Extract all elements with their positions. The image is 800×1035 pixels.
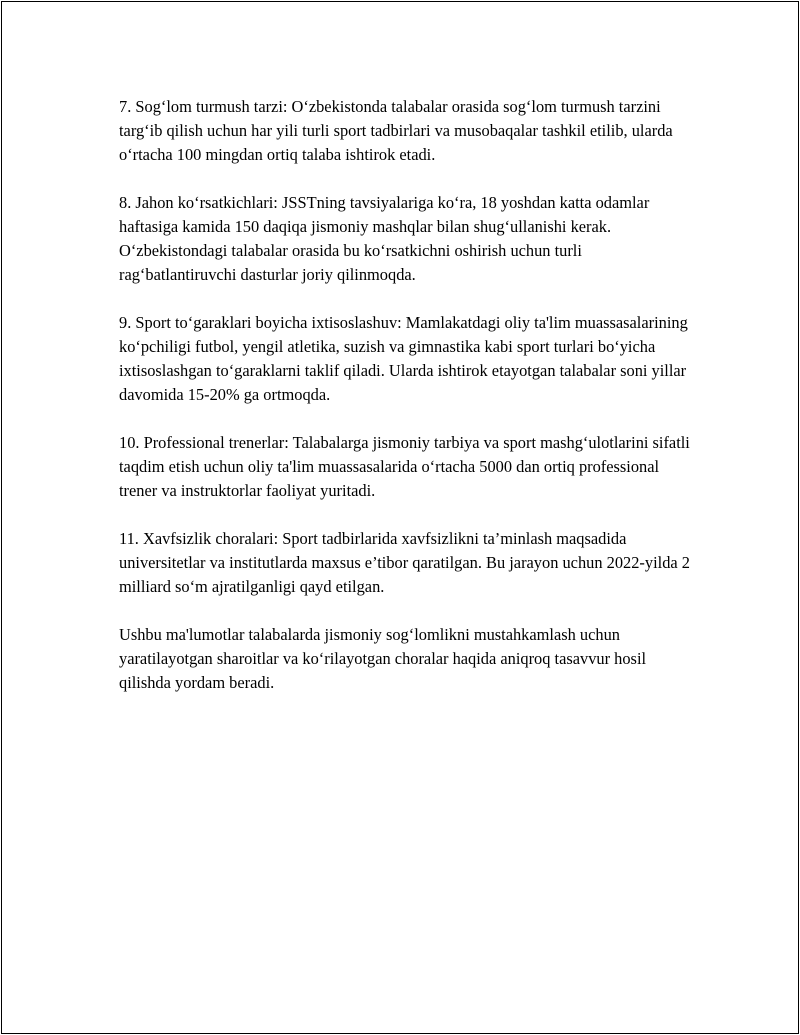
paragraph-healthy-lifestyle: 7. Sog‘lom turmush tarzi: O‘zbekistonda talabalar orasida sog‘lom turmush tarzini targ‘ib qilish uchun har yili turli sport tadbirlari va musobaqalar tashkil etilib, ularda o‘rtacha 100 mingdan ortiq talaba ishtirok etadi. bbox=[119, 97, 673, 164]
paragraph-professional-trainers: 10. Professional trenerlar: Talabalarga jismoniy tarbiya va sport mashg‘ulotlarini sifatli taqdim etish uchun oliy ta'lim muassasalarida o‘rtacha 5000 dan ortiq professional trener va instruktorlar faoliyat yuritadi. bbox=[119, 433, 690, 500]
paragraph-conclusion: Ushbu ma'lumotlar talabalarda jismoniy sog‘lomlikni mustahkamlash uchun yaratilayotgan sharoitlar va ko‘rilayotgan choralar haqida aniqroq tasavvur hosil qilishda yordam beradi. bbox=[119, 625, 647, 692]
paragraph-safety-measures: 11. Xavfsizlik choralari: Sport tadbirlarida xavfsizlikni ta’minlash maqsadida universitetlar va institutlarda maxsus e’tibor qaratilgan. Bu jarayon uchun 2022-yilda 2 milliard so‘m ajratilganligi qayd etilgan. bbox=[119, 529, 690, 596]
paragraph-sport-clubs: 9. Sport to‘garaklari boyicha ixtisoslashuv: Mamlakatdagi oliy ta'lim muassasalarining ko‘pchiligi futbol, yengil atletika, suzish va gimnastika kabi sport turlari bo‘yicha ixtisoslashgan to‘garaklarni taklif qiladi. Ularda ishtirok etayotgan talabalar soni yillar davomida 15-20% ga ortmoqda. bbox=[119, 313, 688, 404]
paragraph-world-indicators: 8. Jahon ko‘rsatkichlari: JSSTning tavsiyalariga ko‘ra, 18 yoshdan katta odamlar haftasiga kamida 150 daqiqa jismoniy mashqlar bilan shug‘ullanishi kerak. O‘zbekistondagi talabalar orasida bu ko‘rsatkichni oshirish uchun turli rag‘batlantiruvchi dasturlar joriy qilinmoqda. bbox=[119, 193, 650, 284]
document-body bbox=[119, 95, 694, 719]
document-page bbox=[1, 1, 799, 1034]
